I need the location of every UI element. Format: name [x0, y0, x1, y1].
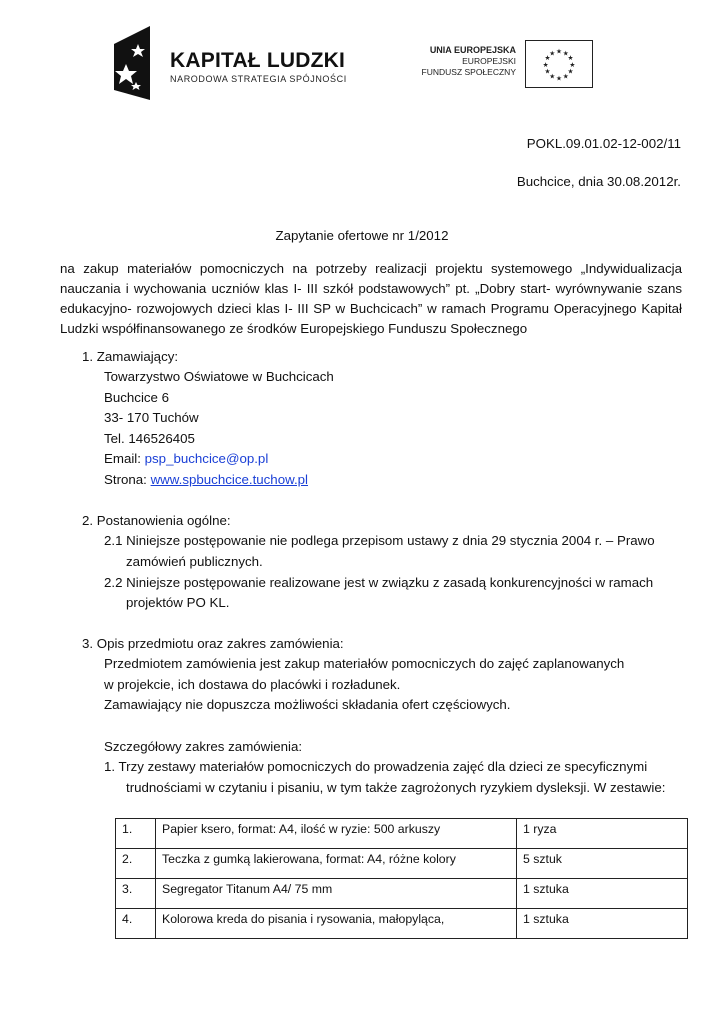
row-number: 4. — [116, 909, 156, 939]
svg-text:★: ★ — [567, 54, 574, 63]
table-row — [116, 849, 688, 879]
scope-line-1: Przedmiotem zamówienia jest zakup materiałów pomocniczych do zajęć zaplanowanych — [104, 656, 625, 671]
clause-2-1: 2.1 Niniejsze postępowanie nie podlega przepisom ustawy z dnia 29 stycznia 2004 r. – Prawo — [104, 533, 655, 548]
materials-table — [115, 818, 688, 939]
intro-paragraph — [60, 259, 682, 339]
section1-heading: 1. Zamawiający: — [82, 349, 179, 364]
web-label: Strona: — [104, 472, 151, 487]
section2-heading: 2. Postanowienia ogólne: — [82, 513, 231, 528]
svg-text:★: ★ — [549, 49, 556, 58]
section3-heading: 3. Opis przedmiotu oraz zakres zamówienia: — [82, 636, 344, 651]
row-quantity: 1 sztuka — [517, 879, 688, 909]
clause-2-1-cont: zamówień publicznych. — [126, 554, 263, 569]
ue-wordmark — [404, 45, 516, 78]
document-title: Zapytanie ofertowe nr 1/2012 — [275, 228, 449, 243]
orderer-phone: Tel. 146526405 — [104, 431, 195, 446]
scope-line-3: Zamawiający nie dopuszcza możliwości składania ofert częściowych. — [104, 697, 511, 712]
orderer-city: 33- 170 Tuchów — [104, 410, 199, 425]
intro-line: nauczania i wychowania uczniów klas I- III szkół podstawowych” pt. „Dobry start- wyrównywanie szans — [60, 281, 682, 296]
row-item: Segregator Titanum A4/ 75 mm — [156, 879, 517, 909]
ue-line1: UNIA EUROPEJSKA — [429, 45, 516, 55]
kapital-ludzki-logo — [112, 26, 152, 100]
clause-2-2: 2.2 Niniejsze postępowanie realizowane jest w związku z zasadą konkurencyjności w ramach — [104, 575, 654, 590]
orderer-street: Buchcice 6 — [104, 390, 170, 405]
email-label: Email: — [104, 451, 145, 466]
scope-line-2: w projekcie, ich dostawa do placówki i rozładunek. — [104, 677, 401, 692]
svg-text:★: ★ — [542, 60, 549, 69]
row-quantity: 1 ryza — [517, 819, 688, 849]
table-row — [116, 879, 688, 909]
email-link[interactable]: psp_buchcice@op.pl — [144, 451, 269, 466]
detail-item-1-cont: trudnościami w czytaniu i pisaniu, w tym także zagrożonych ryzykiem dysleksji. W zestawie: — [126, 780, 666, 795]
clause-2-2-cont: projektów PO KL. — [126, 595, 230, 610]
orderer-name: Towarzystwo Oświatowe w Buchcicach — [104, 369, 334, 384]
detail-heading: Szczegółowy zakres zamówienia: — [104, 739, 303, 754]
svg-text:★: ★ — [562, 72, 569, 81]
row-number: 1. — [116, 819, 156, 849]
row-item: Kolorowa kreda do pisania i rysowania, małopyląca, — [156, 909, 517, 939]
svg-text:★: ★ — [562, 49, 569, 58]
row-number: 3. — [116, 879, 156, 909]
orderer-email-row — [104, 449, 268, 469]
table-row — [116, 909, 688, 939]
svg-text:★: ★ — [569, 60, 576, 69]
svg-text:★: ★ — [549, 72, 556, 81]
table-row — [116, 819, 688, 849]
kapital-ludzki-wordmark — [170, 50, 347, 84]
svg-text:★: ★ — [556, 74, 562, 83]
svg-text:★: ★ — [556, 47, 562, 56]
ue-line2: EUROPEJSKI — [462, 56, 516, 66]
website-link[interactable]: www.spbuchcice.tuchow.pl — [150, 472, 309, 487]
intro-line: Ludzki współfinansowanego ze środków Europejskiego Funduszu Społecznego — [60, 321, 528, 336]
svg-text:★: ★ — [544, 54, 551, 63]
svg-text:★: ★ — [544, 67, 551, 76]
svg-text:★: ★ — [567, 67, 574, 76]
kl-title: KAPITAŁ LUDZKI — [170, 49, 346, 72]
detail-item-1: 1. Trzy zestawy materiałów pomocniczych do prowadzenia zajęć dla dzieci ze specyficznymi — [104, 759, 648, 774]
eu-flag-icon — [525, 40, 593, 88]
intro-line: na zakup materiałów pomocniczych na potrzeby realizacji projektu systemowego „Indywidualizacja — [60, 261, 682, 276]
row-item: Papier ksero, format: A4, ilość w ryzie: 500 arkuszy — [156, 819, 517, 849]
kl-subtitle: NARODOWA STRATEGIA SPÓJNOŚCI — [170, 74, 347, 84]
row-quantity: 5 sztuk — [517, 849, 688, 879]
row-quantity: 1 sztuka — [517, 909, 688, 939]
row-number: 2. — [116, 849, 156, 879]
ue-line3: FUNDUSZ SPOŁECZNY — [421, 67, 516, 77]
intro-line: edukacyjno- rozwojowych dzieci klas I- III SP w Buchcicach” w ramach Programu Operacyjnego Kapitał — [60, 301, 682, 316]
reference-number: POKL.09.01.02-12-002/11 — [526, 136, 681, 151]
row-item: Teczka z gumką lakierowana, format: A4, różne kolory — [156, 849, 517, 879]
orderer-web-row — [104, 470, 308, 490]
place-date: Buchcice, dnia 30.08.2012r. — [516, 174, 681, 189]
